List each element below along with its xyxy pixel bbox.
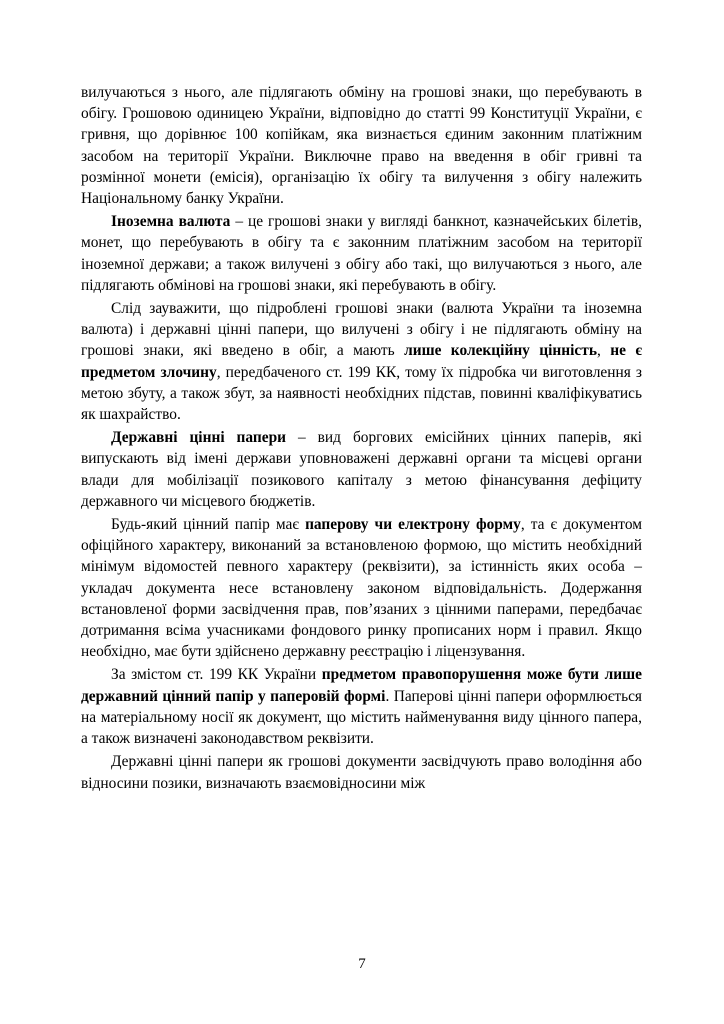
text-segment: Будь-який цінний папір має xyxy=(111,516,306,534)
emphasis-not-crime-subject: не є предметом злочину xyxy=(81,342,642,381)
paragraph-3 xyxy=(81,298,642,425)
paragraph-1 xyxy=(81,82,642,209)
emphasis-paper-or-electronic-form: паперову чи електрону форму xyxy=(305,516,521,534)
paragraph-2 xyxy=(81,211,642,296)
text-segment: . Паперові цінні папери оформлюється на матеріальному носії як документ, що містить найменування виду цінного папера, а також визначені законодавством реквізити. xyxy=(81,687,642,748)
text-segment: , передбаченого ст. 199 КК, тому їх підробка чи виготовлення з метою збуту, а також збут, за наявності необхідних підстав, повинні кваліфікуватись як шахрайство. xyxy=(81,363,642,424)
emphasis-collectible-value: лише колекційну цінність xyxy=(404,342,597,360)
text-segment: – вид боргових емісійних цінних паперів, які випускають від імені держави уповноважені державні органи та місцеві органи влади для мобілізації позикового капіталу з метою фінансування дефіциту державного чи місцевого бюджетів. xyxy=(81,429,642,510)
page-body xyxy=(81,82,642,796)
text-segment: За змістом ст. 199 КК України xyxy=(111,666,322,684)
text-segment: вилучаються з нього, але підлягають обміну на грошові знаки, що перебувають в обігу. Грошовою одиницею України, відповідно до статті 99 Конституції України, є гривня, що дорівнює 100 копійкам, яка визнається єдиним законним платіжним засобом на території України. Виключне право на введення в обіг гривні та розмінної монети (емісія), організацію їх обігу та вилучення з обігу належить Національному банку України. xyxy=(81,84,642,208)
term-foreign-currency: Іноземна валюта xyxy=(111,213,231,231)
paragraph-4 xyxy=(81,427,642,512)
text-segment: Слід зауважити, що підроблені грошові знаки (валюта України та іноземна валюта) і державні цінні папери, що вилучені з обігу і не підлягають обміну на грошові знаки, які введено в обіг, а мають xyxy=(81,300,642,360)
text-segment: , xyxy=(596,342,611,360)
page-number: 7 xyxy=(358,956,366,972)
paragraph-7 xyxy=(81,751,642,793)
term-state-securities: Державні цінні папери xyxy=(111,429,287,447)
emphasis-offense-subject: предметом правопорушення може бути лише державний цінний папір у паперовій формі xyxy=(81,666,642,705)
text-segment: – це грошові знаки у вигляді банкнот, казначейських білетів, монет, що перебувають в обігу та є законним платіжним засобом на території іноземної держави; а також вилучені з обігу або такі, що вилучаються з нього, але підлягають обмінові на грошові знаки, які перебувають в обігу. xyxy=(81,213,642,294)
paragraph-5 xyxy=(81,514,642,662)
text-segment: , та є документом офіційного характеру, виконаний за встановленою формою, що містить необхідний мінімум відомостей певного характеру (реквізити), за істинність яких особа – укладач документа несе встановлену законом відповідальність. Додержання встановленої форми засвідчення прав, пов’язаних з цінними паперами, передбачає дотримання всіма учасниками фондового ринку прописаних норм і правил. Якщо необхідно, має бути здійснено державну реєстрацію і ліцензування. xyxy=(81,516,642,661)
paragraph-6 xyxy=(81,664,642,749)
text-segment: Державні цінні папери як грошові документи засвідчують право володіння або відносини позики, визначають взаємовідносини між xyxy=(81,753,642,792)
